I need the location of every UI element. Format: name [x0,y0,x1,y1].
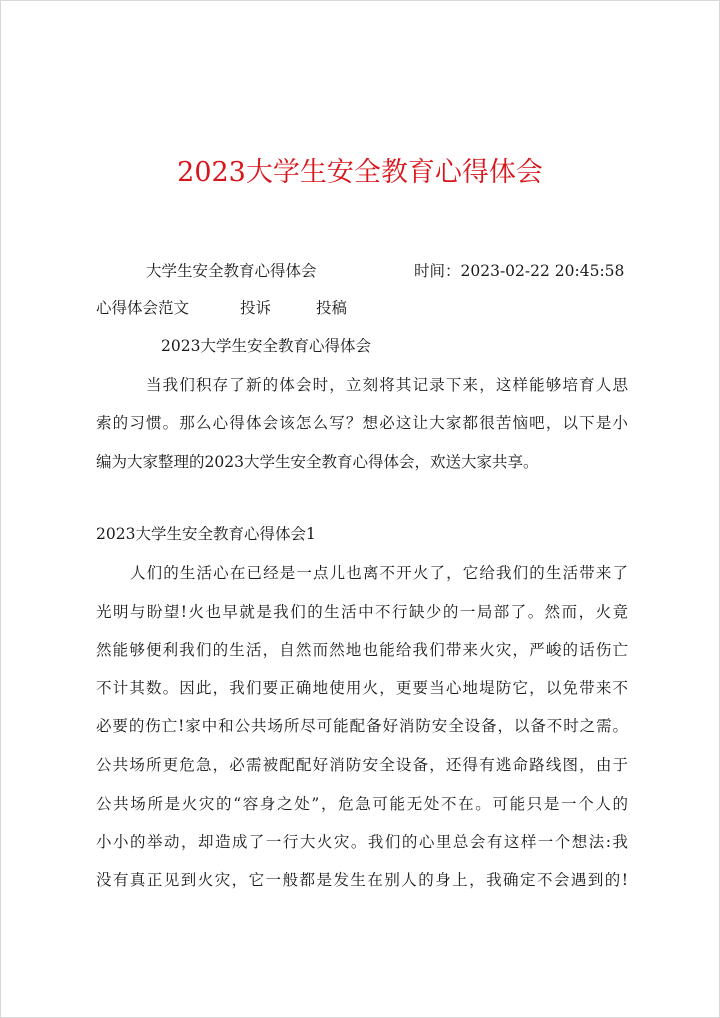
body-line: 不计其数。因此，我们要正确地使用火，更要当心地堤防它，以免带来不 [96,679,628,697]
intro-line: 当我们积存了新的体会时，立刻将其记录下来，这样能够培育人思 [146,376,628,394]
body-line: 人们的生活心在已经是一点儿也离不开火了，它给我们的生活带来了 [130,564,628,582]
meta-article-title: 大学生安全教育心得体会 [146,262,317,280]
article-subtitle: 2023大学生安全教育心得体会 [161,337,371,355]
intro-line: 索的习惯。那么心得体会该怎么写？想必这让大家都很苦恼吧，以下是小 [96,414,628,432]
submit-link[interactable]: 投稿 [316,299,348,317]
document-title: 2023大学生安全教育心得体会 [177,157,543,188]
body-line: 光明与盼望!火也早就是我们的生活中不行缺少的一局部了。然而，火竟 [96,603,628,621]
body-line: 公共场所更危急，必需被配配好消防安全设备，还得有逃命路线图，由于 [96,756,628,774]
section-heading: 2023大学生安全教育心得体会1 [96,525,316,543]
body-line: 然能够便利我们的生活，自然而然地也能给我们带来火灾，严峻的话伤亡 [96,641,628,659]
body-line: 没有真正见到火灾，它一般都是发生在别人的身上，我确定不会遇到的! [96,871,628,889]
complain-link[interactable]: 投诉 [240,299,272,317]
body-line: 公共场所是火灾的“容身之处”，危急可能无处不在。可能只是一个人的 [96,795,628,813]
meta-time: 时间：2023-02-22 20:45:58 [414,262,625,280]
intro-line: 编为大家整理的2023大学生安全教育心得体会，欢送大家共享。 [96,453,539,471]
body-line: 小小的举动，却造成了一行大火灾。我们的心里总会有这样一个想法:我 [96,833,628,851]
meta-category-link[interactable]: 心得体会范文 [96,299,190,317]
body-line: 必要的伤亡!家中和公共场所尽可能配备好消防安全设备，以备不时之需。 [96,717,628,735]
